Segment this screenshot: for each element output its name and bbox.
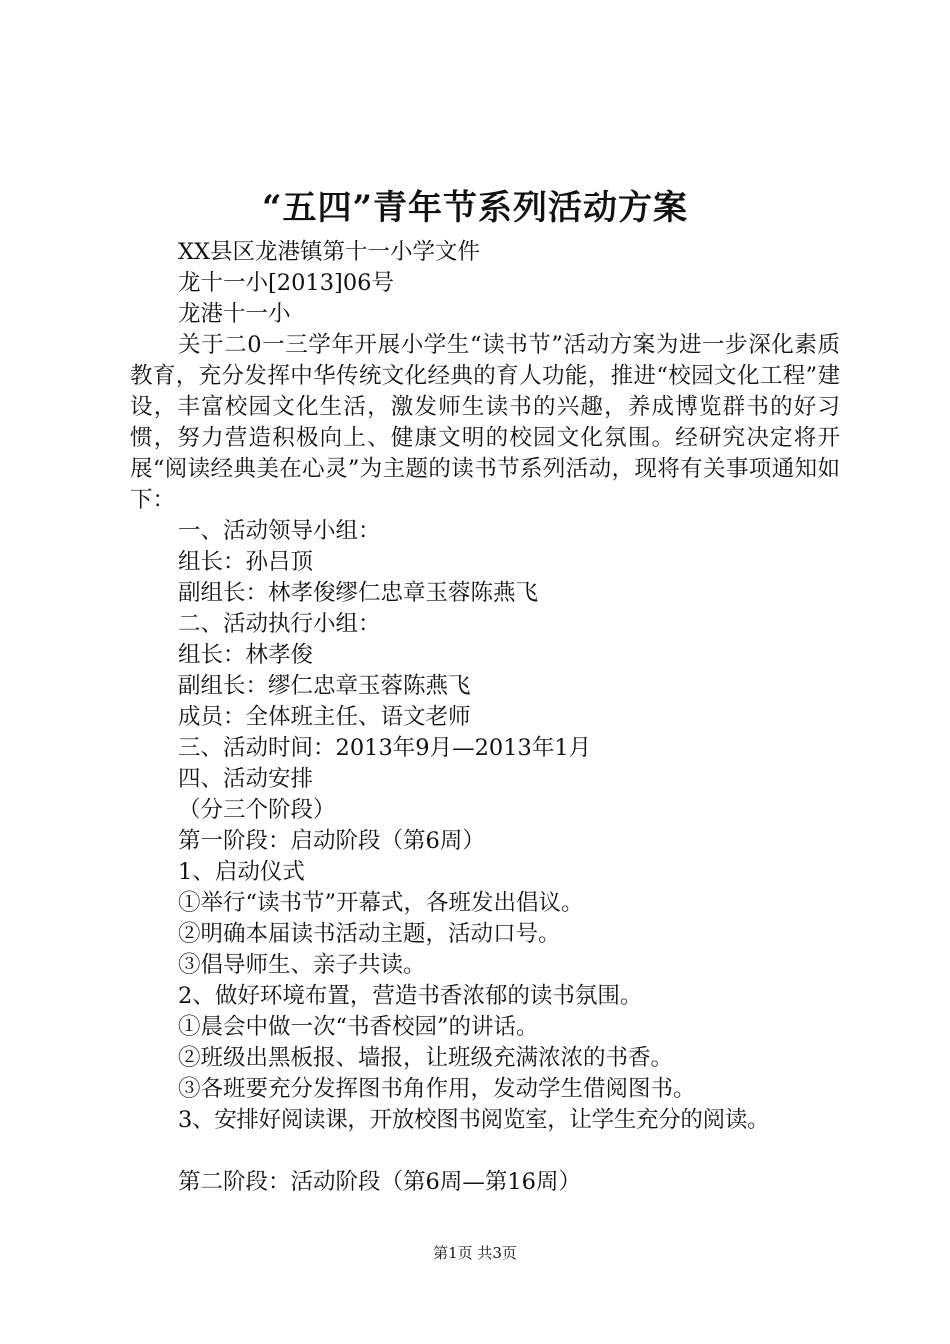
document-body [130, 237, 840, 1198]
list-item: 1、启动仪式 [178, 859, 305, 885]
execution-deputies: 副组长：缪仁忠章玉蓉陈燕飞 [178, 673, 471, 699]
leadership-deputies: 副组长：林孝俊缪仁忠章玉蓉陈燕飞 [178, 580, 539, 606]
section-time: 三、活动时间：2013年9月—2013年1月 [178, 735, 592, 761]
list-item: 3、安排好阅读课，开放校图书阅览室，让学生充分的阅读。 [178, 1107, 770, 1133]
arrangement-note: （分三个阶段） [178, 797, 336, 823]
intro-paragraph: 关于二0一三学年开展小学生“读书节”活动方案为进一步深化素质教育，充分发挥中华传统文化经典的育人功能，推进“校园文化工程”建设，丰富校园文化生活，激发师生读书的兴趣，养成博览群书的好习惯，努力营造积极向上、健康文明的校园文化氛围。经研究决定将开展“阅读经典美在心灵”为主题的读书节系列活动，现将有关事项通知如下： [130, 332, 840, 513]
stage-one-heading: 第一阶段：启动阶段（第6周） [178, 828, 485, 854]
list-item: ②明确本届读书活动主题，活动口号。 [178, 921, 561, 947]
list-item: ②班级出黑板报、墙报，让班级充满浓浓的书香。 [178, 1045, 674, 1071]
section-leadership-heading: 一、活动领导小组： [178, 518, 381, 544]
execution-leader: 组长：林孝俊 [178, 642, 314, 668]
execution-members: 成员：全体班主任、语文老师 [178, 704, 471, 730]
list-item: ①晨会中做一次“书香校园”的讲话。 [178, 1014, 539, 1040]
list-item: 2、做好环境布置，营造书香浓郁的读书氛围。 [178, 983, 643, 1009]
list-item: ①举行“读书节”开幕式，各班发出倡议。 [178, 890, 584, 916]
document-title: “五四”青年节系列活动方案 [261, 188, 689, 228]
section-arrangement-heading: 四、活动安排 [178, 766, 314, 792]
list-item: ③各班要充分发挥图书角作用，发动学生借阅图书。 [178, 1076, 696, 1102]
header-line-issuer: 龙港十一小 [178, 301, 291, 327]
list-item: ③倡导师生、亲子共读。 [178, 952, 426, 978]
section-execution-heading: 二、活动执行小组： [178, 611, 381, 637]
paragraph-gap [130, 1136, 840, 1167]
header-line-school: XX县区龙港镇第十一小学文件 [178, 239, 481, 265]
page-footer: 第1页 共3页 [433, 1244, 517, 1262]
header-line-doc-number: 龙十一小[2013]06号 [178, 270, 394, 296]
leadership-leader: 组长：孙吕顶 [178, 549, 314, 575]
stage-two-heading: 第二阶段：活动阶段（第6周—第16周） [178, 1169, 581, 1195]
